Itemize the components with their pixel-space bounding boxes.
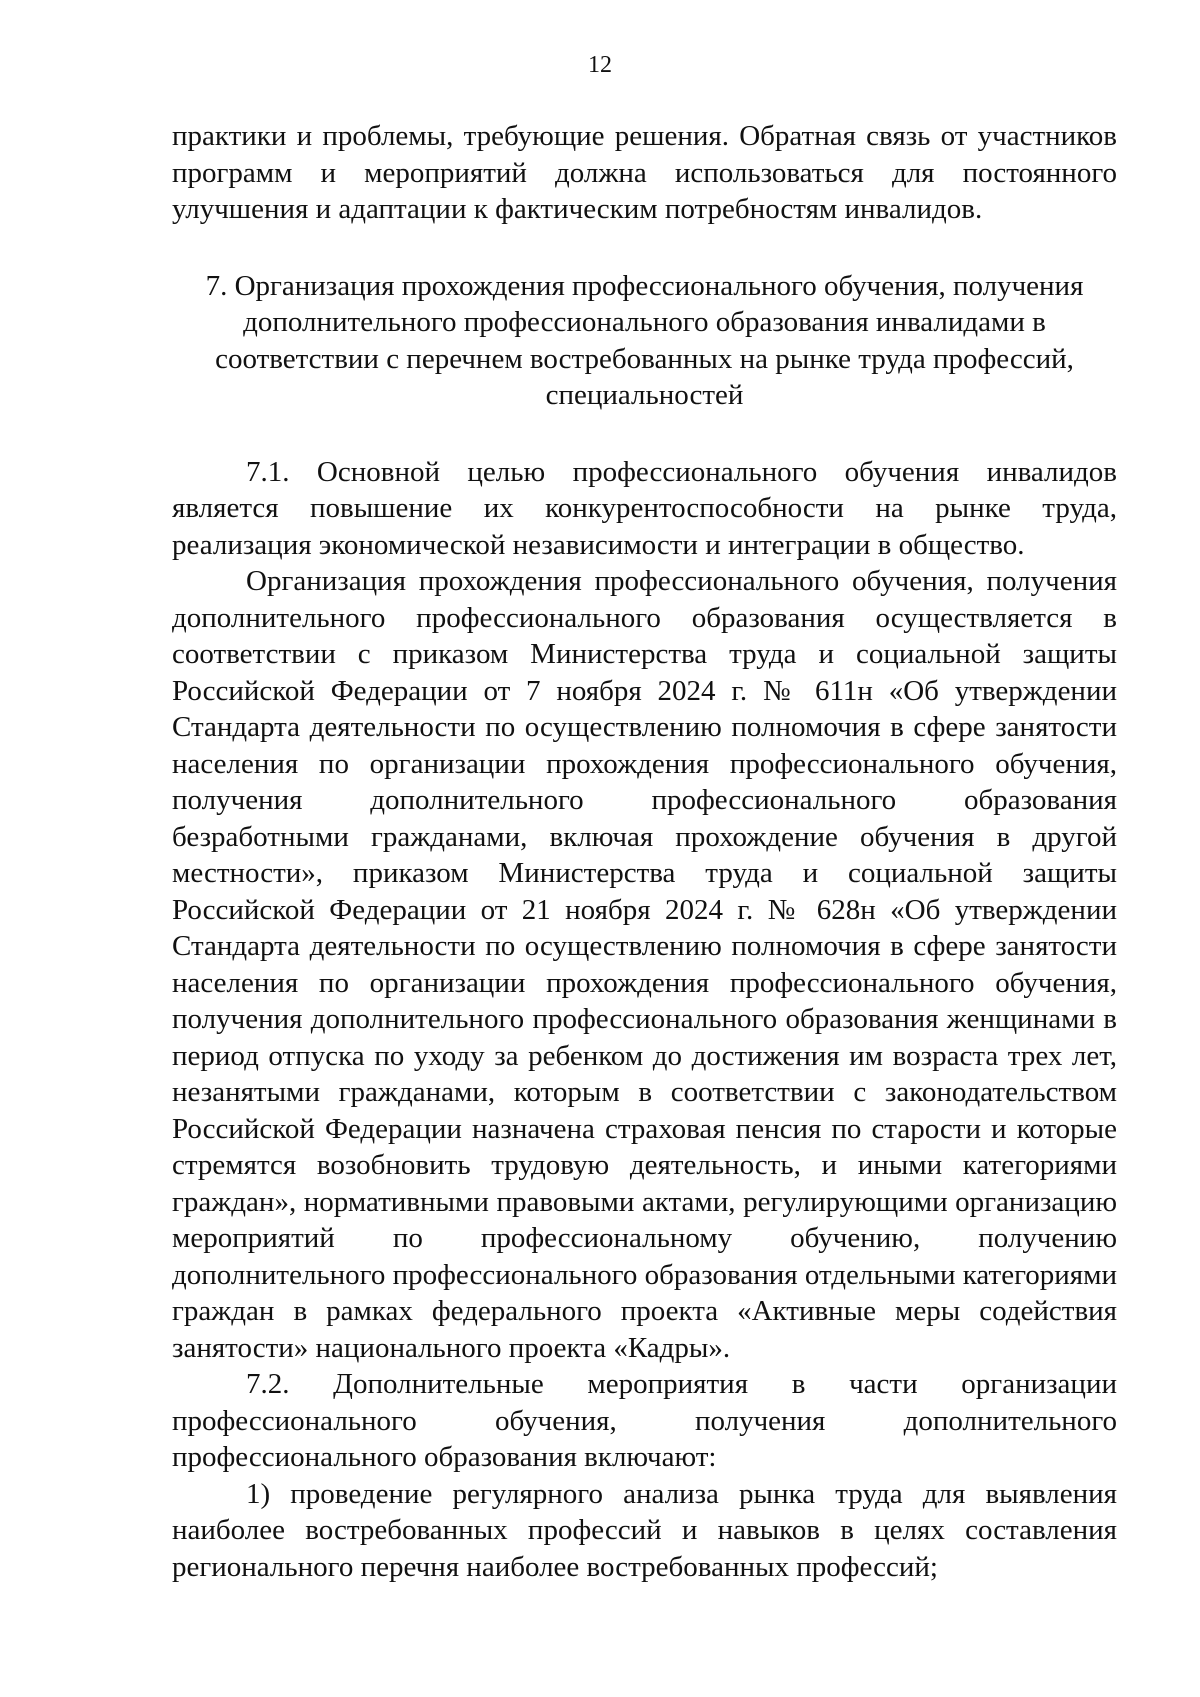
- section-heading-line: дополнительного профессионального образования инвалидами в: [243, 306, 1046, 338]
- page-number: 12: [588, 52, 612, 78]
- intro-paragraph: практики и проблемы, требующие решения. Обратная связь от участников программ и мероприятий должна использоваться для постоянного улучшения и адаптации к фактическим потребностям инвалидов.: [172, 120, 1117, 225]
- section-heading-line: соответствии с перечнем востребованных на рынке труда профессий,: [215, 342, 1074, 375]
- section-heading: [197, 268, 1092, 414]
- paragraph-organization: Организация прохождения профессионального обучения, получения дополнительного профессионального образования осуществляется в соответствии с приказом Министерства труда и социальной защиты Российской Федерации от 7 ноября 2024 г. № 611н «Об утверждении Стандарта деятельности по осуществлению полномочия в сфере занятости населения по организации прохождения профессионального обучения, получения дополнительного профессионального образования безработными гражданами, включая прохождение обучения в другой местности», приказом Министерства труда и социальной защиты Российской Федерации от 21 ноября 2024 г. № 628н «Об утверждении Стандарта деятельности по осуществлению полномочия в сфере занятости населения по организации прохождения профессионального обучения, получения дополнительного профессионального образования женщинами в период отпуска по уходу за ребенком до достижения им возраста трех лет, незанятыми гражданами, которым в соответствии с законодательством Российской Федерации назначена страховая пенсия по старости и которые стремятся возобновить трудовую деятельность, и иными категориями граждан», нормативными правовыми актами, регулирующими организацию мероприятий по профессиональному обучению, получению дополнительного профессионального образования отдельными категориями граждан в рамках федерального проекта «Активные меры содействия занятости» национального проекта «Кадры».: [172, 565, 1117, 1364]
- section-heading-line: 7. Организация прохождения профессионального обучения, получения: [205, 269, 1084, 302]
- paragraph-7-1: 7.1. Основной целью профессионального обучения инвалидов является повышение их конкурентоспособности на рынке труда, реализация экономической независимости и интеграции в общество.: [172, 455, 1117, 561]
- paragraph-7-2: 7.2. Дополнительные мероприятия в части организации профессионального обучения, получения дополнительного профессионального образования включают:: [172, 1368, 1117, 1473]
- section-heading-line: специальностей: [545, 379, 744, 411]
- document-body: [172, 118, 1117, 1585]
- list-item-1: 1) проведение регулярного анализа рынка труда для выявления наиболее востребованных профессий и навыков в целях составления регионального перечня наиболее востребованных профессий;: [172, 1477, 1117, 1583]
